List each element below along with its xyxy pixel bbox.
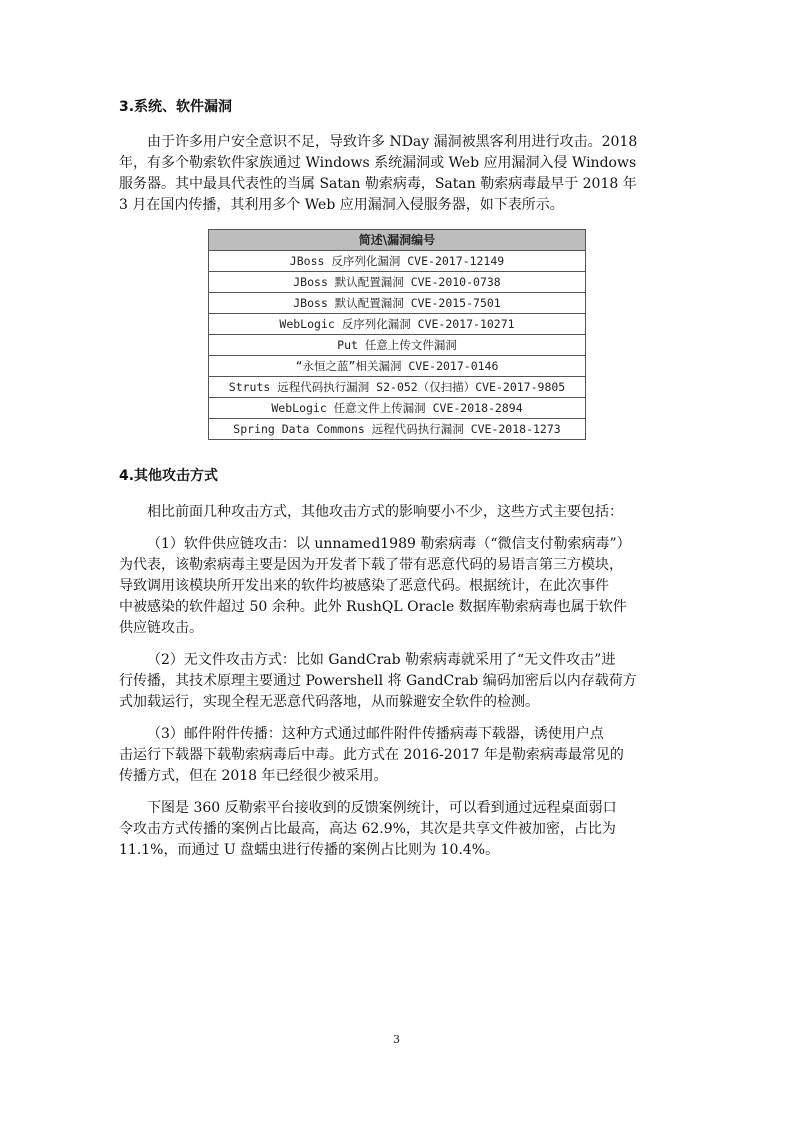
table-row <box>209 398 586 419</box>
paragraph-line: （1）软件供应链攻击：以 unnamed1989 勒索病毒（“微信支付勒索病毒”） <box>147 536 631 552</box>
paragraph-line: 服务器。其中最具代表性的当属 Satan 勒索病毒，Satan 勒索病毒最早于 2018 年 <box>119 176 637 192</box>
fileless-attack-paragraph <box>119 650 677 713</box>
table-row <box>209 419 586 440</box>
table-cell: WebLogic 任意文件上传漏洞 CVE-2018-2894 <box>209 398 586 419</box>
table-row <box>209 314 586 335</box>
paragraph-line: 击运行下载器下载勒索病毒后中毒。此方式在 2016-2017 年是勒索病毒最常见的 <box>119 747 624 763</box>
table-cell: WebLogic 反序列化漏洞 CVE-2017-10271 <box>209 314 586 335</box>
section-3-heading: 3.系统、软件漏洞 <box>119 99 233 115</box>
paragraph-line: （2）无文件攻击方式：比如 GandCrab 勒索病毒就采用了“无文件攻击”进 <box>147 652 616 668</box>
table-cell: Put 任意上传文件漏洞 <box>209 335 586 356</box>
paragraph-line: 令攻击方式传播的案例占比最高，高达 62.9%，其次是共享文件被加密，占比为 <box>119 821 616 837</box>
table-row <box>209 377 586 398</box>
table-cell: JBoss 默认配置漏洞 CVE-2015-7501 <box>209 293 586 314</box>
table-cell: JBoss 反序列化漏洞 CVE-2017-12149 <box>209 251 586 272</box>
paragraph-line: 11.1%，而通过 U 盘蠕虫进行传播的案例占比则为 10.4%。 <box>119 842 500 858</box>
paragraph-line: 行传播，其技术原理主要通过 Powershell 将 GandCrab 编码加密后以内存载荷方 <box>119 673 637 689</box>
paragraph-line: 导致调用该模块所开发出来的软件均被感染了恶意代码。根据统计，在此次事件 <box>119 578 609 594</box>
table-row <box>209 251 586 272</box>
table-header-cell: 简述\漏洞编号 <box>209 230 586 251</box>
table-cell: Spring Data Commons 远程代码执行漏洞 CVE-2018-1273 <box>209 419 586 440</box>
supply-chain-paragraph <box>119 534 677 639</box>
table-cell: Struts 远程代码执行漏洞 S2-052（仅扫描）CVE-2017-9805 <box>209 377 586 398</box>
table-row <box>209 356 586 377</box>
paragraph-line: 年，有多个勒索软件家族通过 Windows 系统漏洞或 Web 应用漏洞入侵 Windows <box>119 155 637 171</box>
vulnerability-table <box>208 229 586 440</box>
table-row <box>209 335 586 356</box>
email-attachment-paragraph <box>119 724 677 787</box>
paragraph-line: 传播方式，但在 2018 年已经很少被采用。 <box>119 768 388 784</box>
statistics-paragraph <box>119 798 677 861</box>
section-4-heading: 4.其他攻击方式 <box>119 468 219 484</box>
paragraph-line: 由于许多用户安全意识不足，导致许多 NDay 漏洞被黑客利用进行攻击。2018 <box>147 134 638 150</box>
page-number: 3 <box>393 1033 400 1046</box>
paragraph-line: 中被感染的软件超过 50 余种。此外 RushQL Oracle 数据库勒索病毒也属于软件 <box>119 599 627 615</box>
paragraph-line: 3 月在国内传播，其利用多个 Web 应用漏洞入侵服务器，如下表所示。 <box>119 197 564 213</box>
paragraph-line: 相比前面几种攻击方式，其他攻击方式的影响要小不少，这些方式主要包括： <box>147 504 623 520</box>
table-cell: JBoss 默认配置漏洞 CVE-2010-0738 <box>209 272 586 293</box>
table-row <box>209 272 586 293</box>
table-row <box>209 293 586 314</box>
paragraph-line: 式加载运行，实现全程无恶意代码落地，从而躲避安全软件的检测。 <box>119 694 539 710</box>
paragraph-line: 供应链攻击。 <box>119 620 203 636</box>
paragraph-line: （3）邮件附件传播：这种方式通过邮件附件传播病毒下载器，诱使用户点 <box>147 726 604 742</box>
table-cell: “永恒之蓝”相关漏洞 CVE-2017-0146 <box>209 356 586 377</box>
paragraph-line: 下图是 360 反勒索平台接收到的反馈案例统计，可以看到通过远程桌面弱口 <box>147 800 617 816</box>
paragraph-line: 为代表，该勒索病毒主要是因为开发者下载了带有恶意代码的易语言第三方模块， <box>119 557 623 573</box>
section-4-intro <box>119 502 677 523</box>
section-3-paragraph <box>119 132 677 216</box>
table-header-row <box>209 230 586 251</box>
